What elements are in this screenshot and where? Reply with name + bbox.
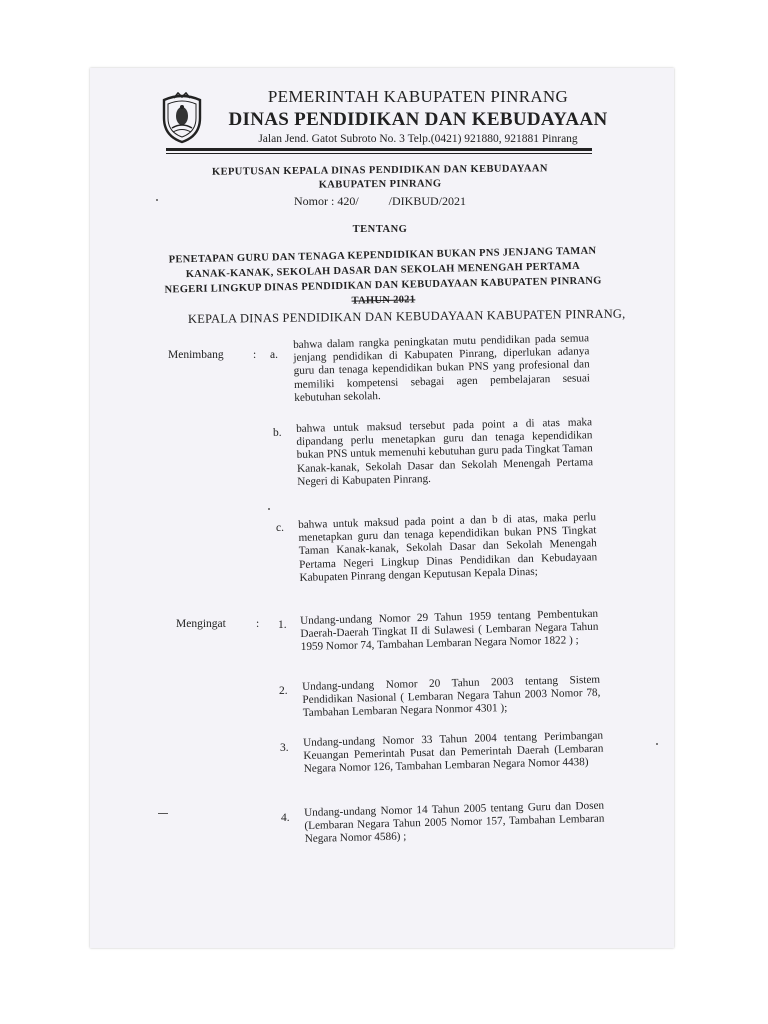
recalling-item-2: Undang-undang Nomor 20 Tahun 2003 tentang Sistem Pendidikan Nasional ( Lembaran Negara Tahun 2003 Nomor 78, Tambahan Lembaran Negara Nonmor 4301 ); — [302, 673, 601, 720]
decision-subject: PENETAPAN GURU DAN TENAGA KEPENDIDIKAN BUKAN PNS JENJANG TAMAN KANAK-KANAK, SEKOLAH DASAR DAN SEKOLAH MENENGAH PERTAMA NEGERI LINGKUP DINAS PENDIDIKAN DAN KEBUDAYAAN KABUPATEN PINRANG TAHUN 2021 — [164, 245, 602, 307]
considering-label: Menimbang — [168, 349, 224, 361]
recalling-item-4: Undang-undang Nomor 14 Tahun 2005 tentang Guru dan Dosen (Lembaran Negara Tahun 2005 Nomor 157, Tambahan Lembaran Negara Nomor 4586) ; — [304, 799, 605, 846]
letterhead-rule-thin — [166, 153, 592, 154]
document-page — [90, 68, 674, 948]
recalling-marker-2: 2. — [279, 685, 288, 697]
considering-item-a: bahwa dalam rangka peningkatan mutu pendidikan pada semua jenjang pendidikan di Kabupaten Pinrang, diperlukan adanya guru dan tenaga kependidikan bukan PNS yang profesional dan memiliki kompetensi sebagai agen pembelajaran sesuai kebutuhan sekolah. — [293, 332, 591, 404]
head-of-office-line: KEPALA DINAS PENDIDIKAN DAN KEBUDAYAAN KABUPATEN PINRANG, — [187, 306, 626, 326]
letterhead-rule-thick — [166, 148, 592, 151]
considering-marker-b: b. — [273, 427, 282, 439]
office-address: Jalan Jend. Gatot Subroto No. 3 Telp.(0421) 921880, 921881 Pinrang — [258, 133, 578, 145]
scan-speck — [656, 743, 658, 745]
department-name: DINAS PENDIDIKAN DAN KEBUDAYAAN — [228, 109, 608, 130]
recalling-marker-3: 3. — [280, 742, 289, 754]
considering-marker-a: a. — [270, 349, 278, 361]
decision-number: Nomor : 420/ /DIKBUD/2021 — [294, 194, 466, 208]
decision-title: KEPUTUSAN KEPALA DINAS PENDIDIKAN DAN KEBUDAYAAN KABUPATEN PINRANG — [211, 163, 548, 191]
recalling-marker-4: 4. — [281, 812, 290, 824]
recalling-marker-1: 1. — [278, 619, 287, 631]
considering-item-c: bahwa untuk maksud pada point a dan b di atas, maka perlu menetapkan guru dan tenaga kependidikan bukan PNS Tingkat Taman Kanak-kanak, Sekolah Dasar dan Sekolah Menengah Pertama Negeri Lingkup Dinas Pendidikan dan Kebudayaan Kabupaten Pinrang dengan Keputusan Kepala Dinas; — [298, 511, 598, 584]
scan-speck — [156, 199, 158, 201]
recalling-item-1: Undang-undang Nomor 29 Tahun 1959 tentang Pembentukan Daerah-Daerah Tingkat II di Sulawesi ( Lembaran Negara Tahun 1959 Nomor 74, Tambahan Lembaran Negara Nomor 1822 ) ; — [300, 607, 599, 654]
considering-marker-c: c. — [276, 522, 284, 534]
letterhead-text — [228, 86, 608, 147]
letterhead — [158, 86, 608, 156]
considering-colon: : — [253, 349, 257, 361]
recalling-label: Mengingat — [176, 618, 226, 630]
considering-item-b: bahwa untuk maksud tersebut pada point a di atas maka dipandang perlu menetapkan guru dan tenaga kependidikan bukan PNS untuk memenuhi kebutuhan guru pada Tingkat Taman Kanak-kanak, Sekolah Dasar dan Sekolah Menengah Pertama Negeri di Kabupaten Pinrang. — [296, 416, 594, 488]
regency-emblem-icon — [160, 92, 204, 144]
scan-speck — [268, 508, 270, 510]
about-heading: TENTANG — [352, 224, 408, 235]
scan-speck — [158, 813, 168, 814]
recalling-item-3: Undang-undang Nomor 33 Tahun 2004 tentang Perimbangan Keuangan Pemerintah Pusat dan Pemerintah Daerah (Lembaran Negara Nomor 126, Tambahan Lembaran Negara Nomor 4438) — [303, 729, 604, 776]
government-name: PEMERINTAH KABUPATEN PINRANG — [267, 87, 569, 106]
recalling-colon: : — [256, 618, 260, 630]
